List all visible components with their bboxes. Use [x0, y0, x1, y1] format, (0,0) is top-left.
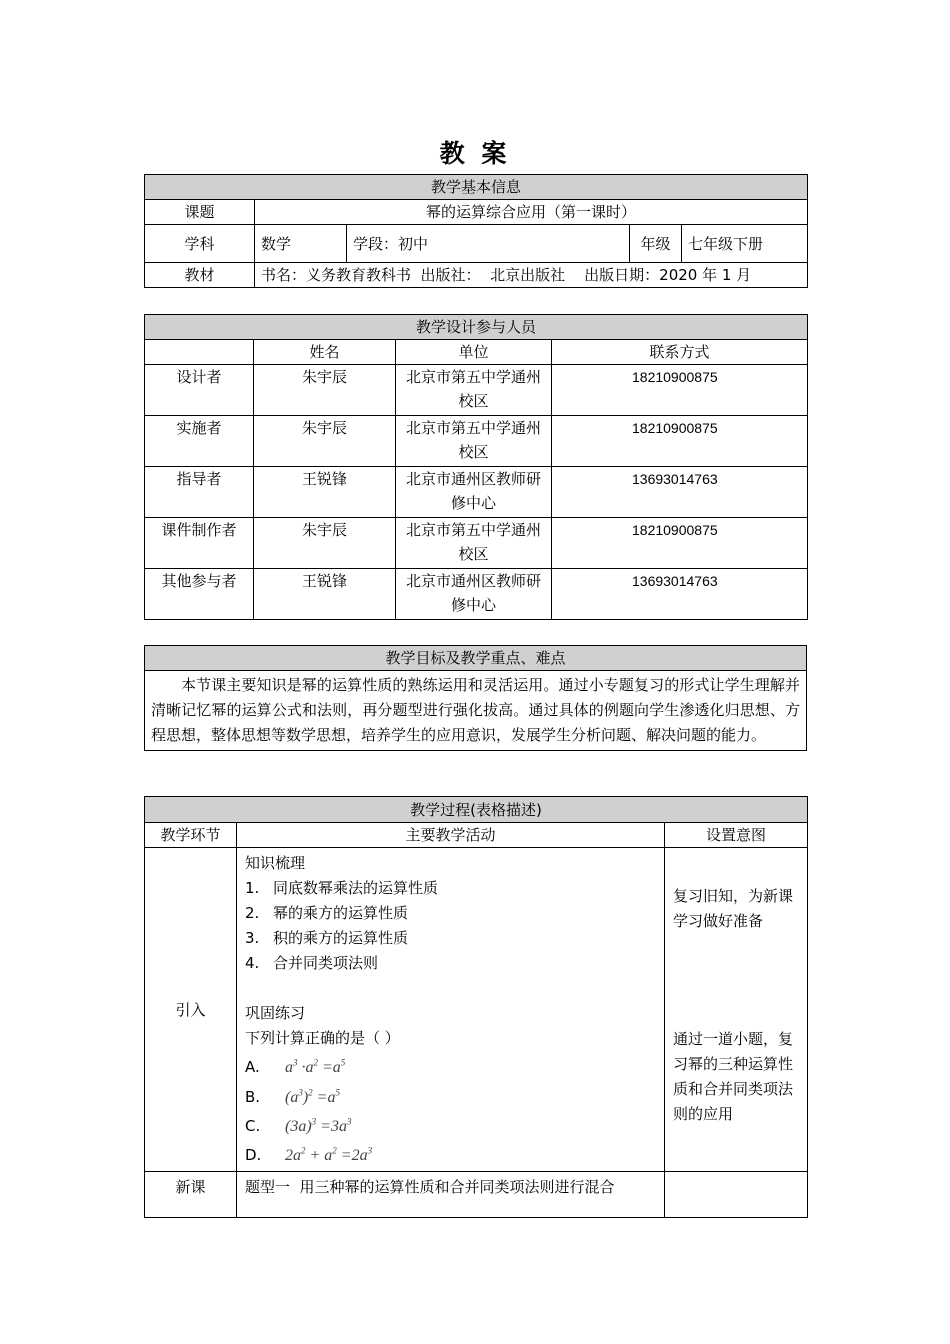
basic-info-table: [144, 174, 808, 288]
intent-text-1: 复习旧知，为新课学习做好准备: [673, 887, 794, 930]
unit-cell: 北京市通州区教师研修中心: [396, 569, 552, 620]
option-b: B. $(a^3)^2 =a^5$: [245, 1087, 340, 1106]
column-header: 单位: [396, 340, 552, 365]
page-title: 教 案: [439, 139, 511, 168]
list-item: 2. 幂的乘方的运算性质: [245, 901, 656, 926]
textbook-label: 教材: [145, 263, 255, 288]
participants-table: [144, 314, 808, 620]
option-c: C. $(3a)^3 =3a^3$: [245, 1116, 352, 1135]
unit-cell: 北京市第五中学通州校区: [396, 518, 552, 569]
name-cell: 王锐锋: [254, 569, 396, 620]
activity-cell: 题型一 用三种幂的运算性质和合并同类项法则进行混合: [237, 1172, 665, 1218]
basic-info-header: 教学基本信息: [145, 175, 808, 200]
participants-header: 教学设计参与人员: [145, 315, 808, 340]
subject-label: 学科: [145, 225, 255, 263]
list-item: 4. 合并同类项法则: [245, 951, 656, 976]
role-cell: 指导者: [145, 467, 254, 518]
topic-label: 课题: [145, 200, 255, 225]
list-item: 3. 积的乘方的运算性质: [245, 926, 656, 951]
stage-cell: 引入: [145, 848, 237, 1172]
topic-value: 幂的运算综合应用（第一课时）: [255, 200, 808, 225]
table-row: [145, 467, 808, 518]
name-cell: 朱宇辰: [254, 416, 396, 467]
column-header: 联系方式: [552, 340, 808, 365]
role-cell: 其他参与者: [145, 569, 254, 620]
contact-cell: 18210900875: [552, 416, 808, 467]
role-cell: 课件制作者: [145, 518, 254, 569]
column-header: 姓名: [254, 340, 396, 365]
name-cell: 朱宇辰: [254, 365, 396, 416]
contact-cell: 13693014763: [552, 569, 808, 620]
process-header: 教学过程(表格描述): [145, 797, 808, 823]
goals-header: 教学目标及教学重点、难点: [145, 646, 807, 671]
unit-cell: 北京市通州区教师研修中心: [396, 467, 552, 518]
intent-text-2: 通过一道小题，复习幂的三种运算性质和合并同类项法则的应用: [673, 1030, 794, 1123]
role-cell: 实施者: [145, 416, 254, 467]
process-table: [144, 796, 808, 1218]
option-a: A. $a^3 \cdot a^2 =a^5$: [245, 1058, 346, 1077]
list-item: 1. 同底数幂乘法的运算性质: [245, 876, 656, 901]
list-number: 2.: [245, 904, 260, 922]
role-cell: 设计者: [145, 365, 254, 416]
practice-title: 巩固练习: [245, 1004, 306, 1022]
formula-image: $(3a)^3 =3a^3$: [285, 1116, 352, 1135]
table-row: [145, 848, 808, 1172]
contact-cell: 18210900875: [552, 365, 808, 416]
review-title: 知识梳理: [245, 854, 306, 872]
column-header: [145, 340, 254, 365]
list-number: 1.: [245, 879, 260, 897]
stage-value: 学段：初中: [347, 225, 630, 263]
name-cell: 朱宇辰: [254, 518, 396, 569]
table-row: [145, 1172, 808, 1218]
textbook-value: 书名：义务教育教科书 出版社： 北京出版社 出版日期：2020 年 1 月: [255, 263, 808, 288]
col-intent-header: 设置意图: [665, 823, 808, 848]
formula-image: $a^3 \cdot a^2 =a^5$: [285, 1058, 346, 1077]
list-number: 3.: [245, 929, 260, 947]
col-stage-header: 教学环节: [145, 823, 237, 848]
option-d: D. $2a^2 + a^2 =2a^3$: [245, 1145, 373, 1165]
question-text: 下列计算正确的是（ ）: [245, 1029, 400, 1047]
intent-cell: [665, 1172, 808, 1218]
col-activity-header: 主要教学活动: [237, 823, 665, 848]
subject-value: 数学: [255, 225, 347, 263]
goals-text: 本节课主要知识是幂的运算性质的熟练运用和灵活运用。通过小专题复习的形式让学生理解并清晰记忆幂的运算公式和法则，再分题型进行强化拔高。通过具体的例题向学生渗透化归思想、方程思想，整体思想等数学思想，培养学生的应用意识，发展学生分析问题、解决问题的能力。: [145, 671, 807, 751]
formula-image: $(a^3)^2 =a^5$: [285, 1087, 340, 1106]
table-row: [145, 569, 808, 620]
stage-cell: 新课: [145, 1172, 237, 1218]
table-row: [145, 416, 808, 467]
contact-cell: 18210900875: [552, 518, 808, 569]
unit-cell: 北京市第五中学通州校区: [396, 416, 552, 467]
grade-label: 年级: [630, 225, 682, 263]
goals-table: [144, 645, 807, 751]
unit-cell: 北京市第五中学通州校区: [396, 365, 552, 416]
contact-cell: 13693014763: [552, 467, 808, 518]
grade-value: 七年级下册: [682, 225, 808, 263]
name-cell: 王锐锋: [254, 467, 396, 518]
table-row: [145, 365, 808, 416]
formula-image: $2a^2 + a^2 =2a^3$: [285, 1145, 373, 1165]
table-row: [145, 518, 808, 569]
list-number: 4.: [245, 954, 260, 972]
